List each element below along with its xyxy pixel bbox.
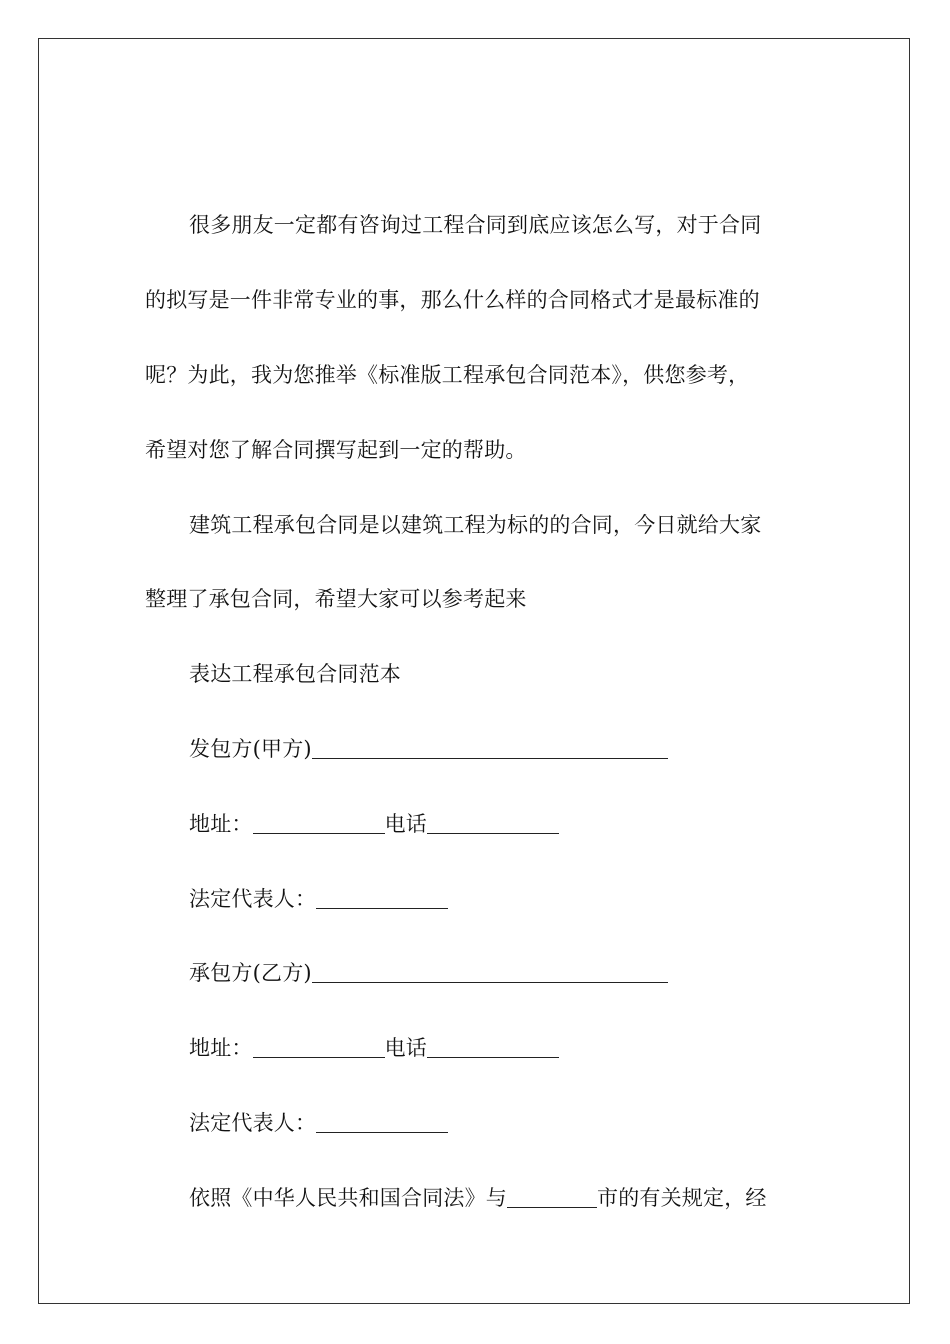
party-b-rep-row xyxy=(189,1109,448,1137)
party-a-label: 发包方(甲方) xyxy=(189,737,312,761)
party-a-address-label: 地址： xyxy=(189,812,253,836)
contract-title: 表达工程承包合同范本 xyxy=(189,662,401,686)
preface-line-2: 整理了承包合同，希望大家可以参考起来 xyxy=(145,587,527,611)
party-b-address-blank[interactable] xyxy=(253,1037,385,1058)
party-a-phone-label: 电话 xyxy=(384,812,428,836)
intro-line-2: 的拟写是一件非常专业的事，那么什么样的合同格式才是最标准的 xyxy=(145,288,760,312)
party-b-rep-blank[interactable] xyxy=(316,1112,448,1133)
party-a-address-blank[interactable] xyxy=(253,813,385,834)
basis-row xyxy=(189,1184,767,1212)
party-a-row xyxy=(189,735,668,763)
party-b-contact-row xyxy=(189,1034,559,1062)
party-b-name-blank[interactable] xyxy=(312,962,668,983)
intro-line-4: 希望对您了解合同撰写起到一定的帮助。 xyxy=(145,438,527,462)
party-a-rep-blank[interactable] xyxy=(316,888,448,909)
intro-line-1: 很多朋友一定都有咨询过工程合同到底应该怎么写，对于合同 xyxy=(189,213,762,237)
preface-line-1: 建筑工程承包合同是以建筑工程为标的的合同，今日就给大家 xyxy=(189,513,762,537)
basis-suffix: 市的有关规定，经 xyxy=(597,1186,767,1210)
party-b-phone-blank[interactable] xyxy=(427,1037,559,1058)
party-b-label: 承包方(乙方) xyxy=(189,961,312,985)
party-a-rep-label: 法定代表人： xyxy=(189,887,317,911)
city-blank[interactable] xyxy=(507,1187,597,1208)
party-b-row xyxy=(189,959,668,987)
party-a-rep-row xyxy=(189,885,448,913)
party-b-rep-label: 法定代表人： xyxy=(189,1111,317,1135)
intro-line-3: 呢？为此，我为您推举《标准版工程承包合同范本》，供您参考， xyxy=(145,363,750,387)
party-b-phone-label: 电话 xyxy=(384,1036,428,1060)
party-a-name-blank[interactable] xyxy=(312,738,668,759)
basis-prefix: 依照《中华人民共和国合同法》与 xyxy=(189,1186,507,1210)
party-b-address-label: 地址： xyxy=(189,1036,253,1060)
party-a-contact-row xyxy=(189,810,559,838)
party-a-phone-blank[interactable] xyxy=(427,813,559,834)
